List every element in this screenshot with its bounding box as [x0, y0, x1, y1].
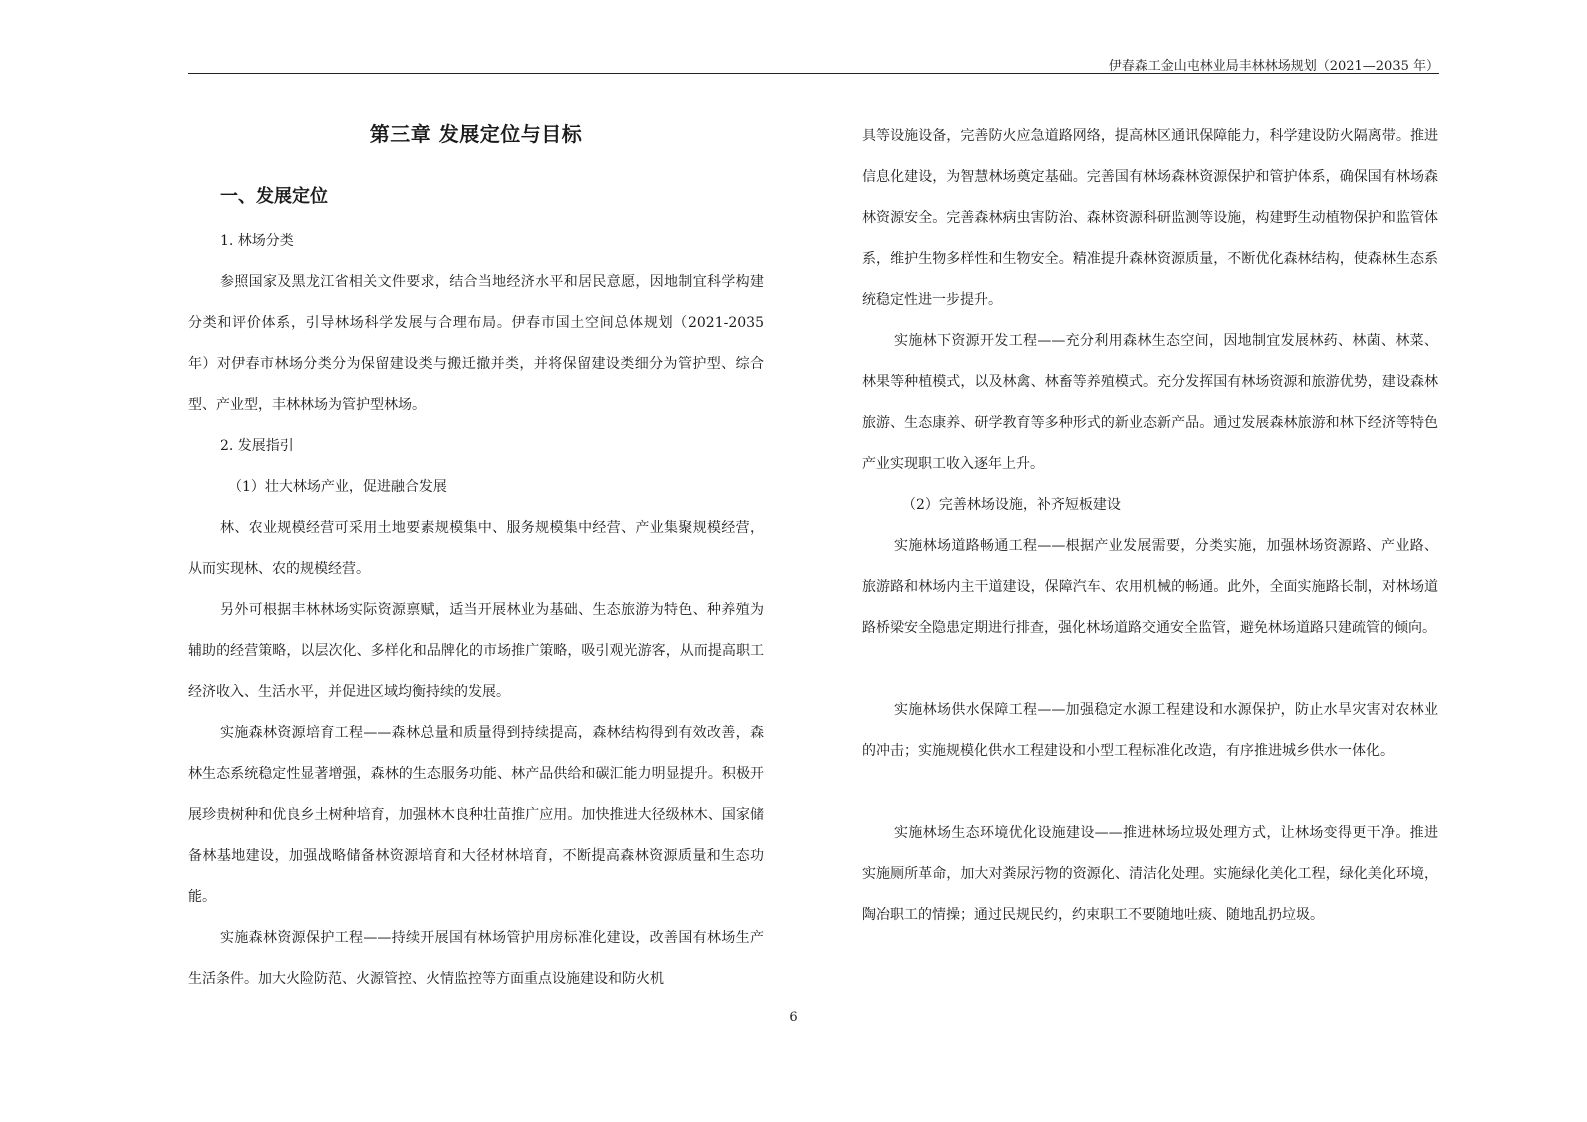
- header-title: 伊春森工金山屯林业局丰林林场规划（2021—2035 年）: [1108, 59, 1439, 74]
- subheading-facilities: （2）完善林场设施，补齐短板建设: [902, 497, 1121, 513]
- page-number: 6: [789, 1010, 798, 1025]
- section-title: 一、发展定位: [220, 186, 328, 207]
- paragraph: 实施林场生态环境优化设施建设——推进林场垃圾处理方式，让林场变得更干净。推进实施厕所革命，加大对粪尿污物的资源化、清洁化处理。实施绿化美化工程，绿化美化环境，陶冶职工的情操；通过民规民约，约束职工不要随地吐痰、随地乱扔垃圾。: [862, 825, 1438, 923]
- paragraph: 实施森林资源培育工程——森林总量和质量得到持续提高，森林结构得到有效改善，森林生态系统稳定性显著增强，森林的生态服务功能、林产品供给和碳汇能力明显提升。积极开展珍贵树种和优良乡土树种培育，加强林木良种壮苗推广应用。加快推进大径级林木、国家储备林基地建设，加强战略储备林资源培育和大径材林培育，不断提高森林资源质量和生态功能。: [188, 725, 764, 905]
- paragraph: 实施林下资源开发工程——充分利用森林生态空间，因地制宜发展林药、林菌、林菜、林果等种植模式，以及林禽、林畜等养殖模式。充分发挥国有林场资源和旅游优势，建设森林旅游、生态康养、研学教育等多种形式的新业态新产品。通过发展森林旅游和林下经济等特色产业实现职工收入逐年上升。: [862, 333, 1438, 472]
- header-rule: [188, 73, 1439, 74]
- paragraph: 林、农业规模经营可采用土地要素规模集中、服务规模集中经营、产业集聚规模经营，从而实现林、农的规模经营。: [188, 520, 764, 577]
- paragraph: 实施林场道路畅通工程——根据产业发展需要，分类实施，加强林场资源路、产业路、旅游路和林场内主干道建设，保障汽车、农用机械的畅通。此外，全面实施路长制，对林场道路桥梁安全隐患定期进行排查，强化林场道路交通安全监管，避免林场道路只建疏管的倾向。: [862, 538, 1438, 636]
- paragraph: 另外可根据丰林林场实际资源禀赋，适当开展林业为基础、生态旅游为特色、种养殖为辅助的经营策略，以层次化、多样化和品牌化的市场推广策略，吸引观光游客，从而提高职工经济收入、生活水平，并促进区域均衡持续的发展。: [188, 602, 764, 700]
- paragraph: 实施森林资源保护工程——持续开展国有林场管护用房标准化建设，改善国有林场生产生活条件。加大火险防范、火源管控、火情监控等方面重点设施建设和防火机: [188, 930, 764, 987]
- subheading-industry: （1）壮大林场产业，促进融合发展: [228, 479, 447, 495]
- paragraph: 具等设施设备，完善防火应急道路网络，提高林区通讯保障能力，科学建设防火隔离带。推进信息化建设，为智慧林场奠定基础。完善国有林场森林资源保护和管护体系，确保国有林场森林资源安全。完善森林病虫害防治、森林资源科研监测等设施，构建野生动植物保护和监管体系，维护生物多样性和生物安全。精准提升森林资源质量，不断优化森林结构，使森林生态系统稳定性进一步提升。: [862, 128, 1438, 308]
- item-heading-forest-classification: 1. 林场分类: [220, 233, 294, 249]
- chapter-title: 第三章 发展定位与目标: [369, 122, 583, 146]
- item-heading-development-guidance: 2. 发展指引: [220, 438, 294, 454]
- paragraph: 参照国家及黑龙江省相关文件要求，结合当地经济水平和居民意愿，因地制宜科学构建分类和评价体系，引导林场科学发展与合理布局。伊春市国土空间总体规划（2021-2035 年）对伊春市林场分类分为保留建设类与搬迁撤并类，并将保留建设类细分为管护型、综合型、产业型，丰林林场为管护型林场。: [188, 274, 764, 413]
- paragraph: 实施林场供水保障工程——加强稳定水源工程建设和水源保护，防止水旱灾害对农林业的冲击；实施规模化供水工程建设和小型工程标准化改造，有序推进城乡供水一体化。: [862, 702, 1438, 759]
